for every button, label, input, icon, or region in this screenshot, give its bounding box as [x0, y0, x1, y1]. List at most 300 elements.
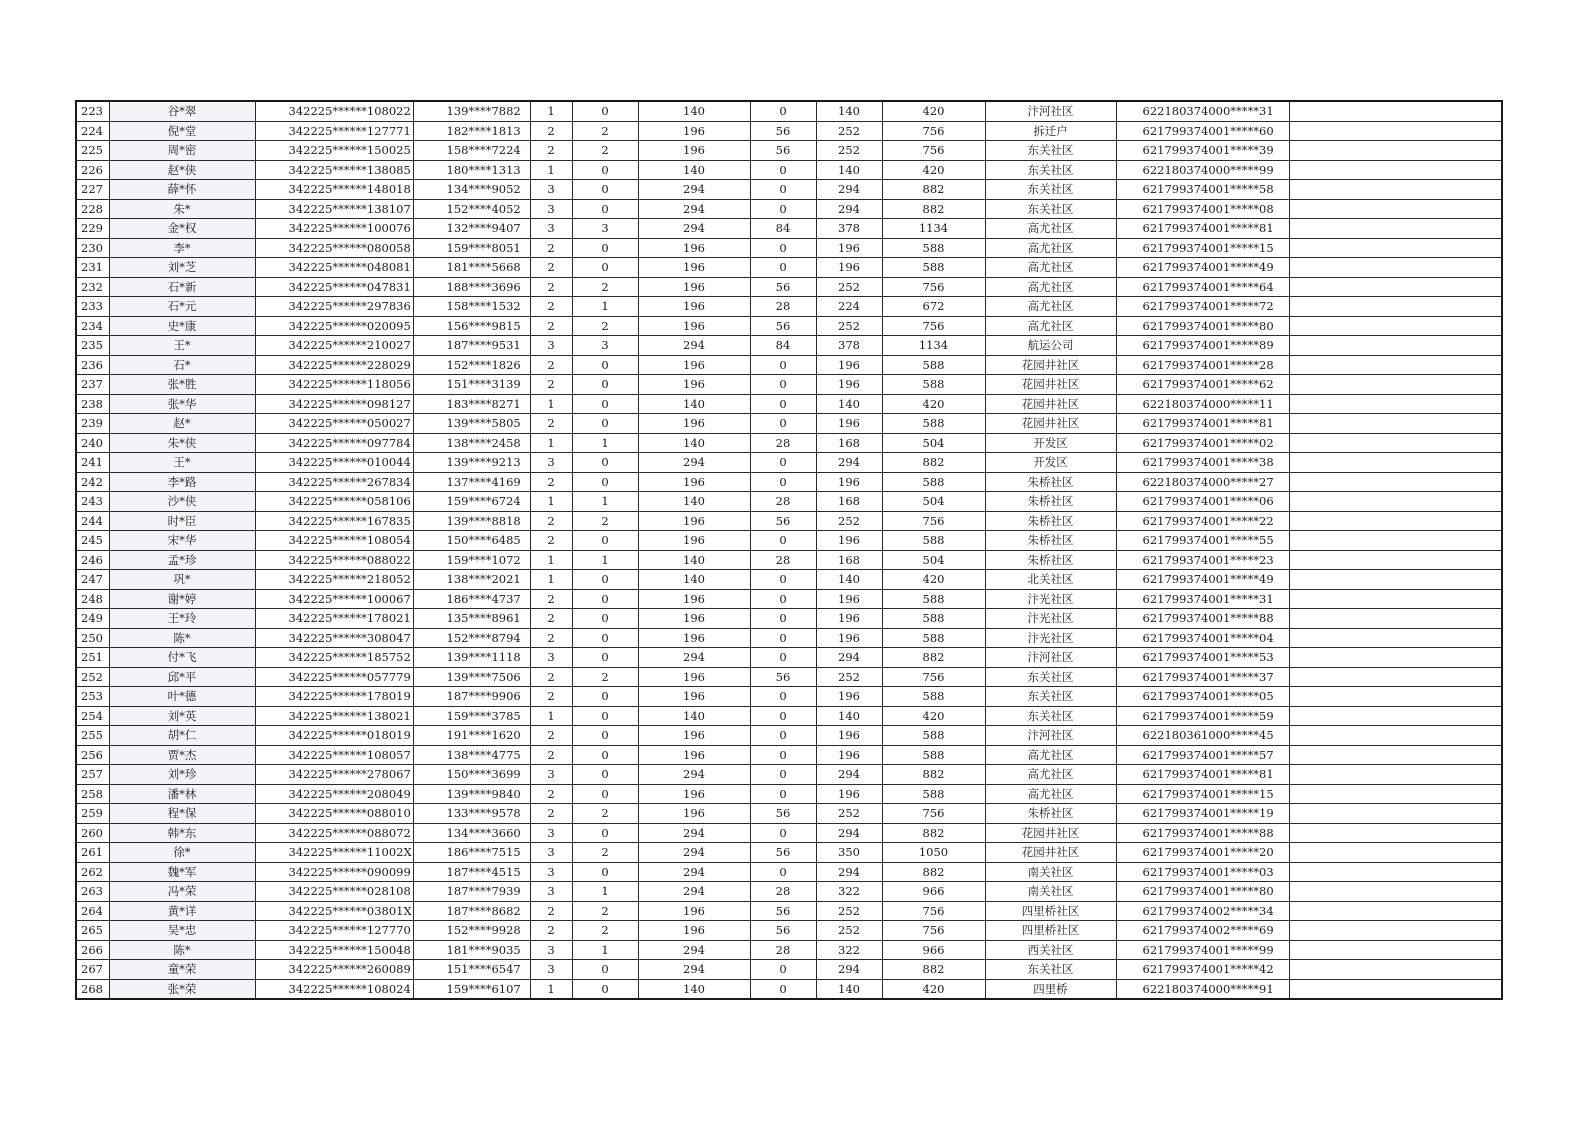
subtotal-cell: 294	[816, 648, 882, 668]
id-number-cell: 342225******088010	[255, 804, 413, 824]
remark-cell	[1289, 862, 1502, 882]
community-cell: 开发区	[985, 433, 1116, 453]
count-a-cell: 1	[530, 492, 572, 512]
table-row	[76, 921, 1502, 941]
total-cell: 756	[882, 667, 985, 687]
name-cell: 周*密	[109, 141, 255, 161]
remark-cell	[1289, 979, 1502, 999]
remark-cell	[1289, 472, 1502, 492]
phone-cell: 182****1813	[413, 121, 530, 141]
amount-a-cell: 140	[638, 706, 750, 726]
amount-b-cell: 28	[750, 940, 816, 960]
amount-b-cell: 0	[750, 238, 816, 258]
row-index-cell: 255	[76, 726, 109, 746]
phone-cell: 159****8051	[413, 238, 530, 258]
community-cell: 花园井社区	[985, 375, 1116, 395]
count-b-cell: 2	[572, 804, 638, 824]
amount-a-cell: 140	[638, 394, 750, 414]
count-b-cell: 1	[572, 940, 638, 960]
row-index-cell: 259	[76, 804, 109, 824]
bank-account-cell: 621799374001*****22	[1116, 511, 1289, 531]
amount-a-cell: 294	[638, 862, 750, 882]
total-cell: 756	[882, 277, 985, 297]
amount-b-cell: 0	[750, 979, 816, 999]
row-index-cell: 249	[76, 609, 109, 629]
count-b-cell: 0	[572, 960, 638, 980]
remark-cell	[1289, 589, 1502, 609]
count-a-cell: 2	[530, 901, 572, 921]
bank-account-cell: 621799374001*****64	[1116, 277, 1289, 297]
id-number-cell: 342225******018019	[255, 726, 413, 746]
id-number-cell: 342225******267834	[255, 472, 413, 492]
bank-account-cell: 621799374001*****58	[1116, 180, 1289, 200]
id-number-cell: 342225******228029	[255, 355, 413, 375]
table-row	[76, 258, 1502, 278]
amount-b-cell: 28	[750, 297, 816, 317]
phone-cell: 137****4169	[413, 472, 530, 492]
total-cell: 420	[882, 979, 985, 999]
phone-cell: 181****9035	[413, 940, 530, 960]
subtotal-cell: 196	[816, 355, 882, 375]
table-row	[76, 375, 1502, 395]
table-row	[76, 609, 1502, 629]
subtotal-cell: 252	[816, 316, 882, 336]
count-a-cell: 1	[530, 394, 572, 414]
amount-a-cell: 196	[638, 277, 750, 297]
amount-a-cell: 140	[638, 160, 750, 180]
community-cell: 高尤社区	[985, 765, 1116, 785]
count-b-cell: 0	[572, 258, 638, 278]
row-index-cell: 266	[76, 940, 109, 960]
phone-cell: 152****8794	[413, 628, 530, 648]
subtotal-cell: 196	[816, 628, 882, 648]
table-row	[76, 433, 1502, 453]
remark-cell	[1289, 765, 1502, 785]
bank-account-cell: 621799374001*****42	[1116, 960, 1289, 980]
amount-a-cell: 196	[638, 511, 750, 531]
community-cell: 东关社区	[985, 706, 1116, 726]
remark-cell	[1289, 199, 1502, 219]
count-a-cell: 2	[530, 921, 572, 941]
remark-cell	[1289, 355, 1502, 375]
amount-b-cell: 28	[750, 550, 816, 570]
amount-a-cell: 140	[638, 101, 750, 121]
amount-b-cell: 0	[750, 258, 816, 278]
subtotal-cell: 140	[816, 706, 882, 726]
phone-cell: 151****6547	[413, 960, 530, 980]
name-cell: 石*元	[109, 297, 255, 317]
count-a-cell: 2	[530, 745, 572, 765]
community-cell: 东关社区	[985, 180, 1116, 200]
amount-a-cell: 196	[638, 726, 750, 746]
remark-cell	[1289, 609, 1502, 629]
bank-account-cell: 621799374001*****60	[1116, 121, 1289, 141]
remark-cell	[1289, 258, 1502, 278]
bank-account-cell: 621799374001*****03	[1116, 862, 1289, 882]
amount-b-cell: 56	[750, 901, 816, 921]
phone-cell: 186****4737	[413, 589, 530, 609]
name-cell: 史*康	[109, 316, 255, 336]
count-b-cell: 0	[572, 609, 638, 629]
id-number-cell: 342225******057779	[255, 667, 413, 687]
id-number-cell: 342225******047831	[255, 277, 413, 297]
name-cell: 张*华	[109, 394, 255, 414]
total-cell: 588	[882, 531, 985, 551]
total-cell: 588	[882, 628, 985, 648]
row-index-cell: 239	[76, 414, 109, 434]
subtotal-cell: 196	[816, 531, 882, 551]
remark-cell	[1289, 433, 1502, 453]
phone-cell: 139****1118	[413, 648, 530, 668]
phone-cell: 138****2021	[413, 570, 530, 590]
amount-b-cell: 28	[750, 492, 816, 512]
count-b-cell: 0	[572, 472, 638, 492]
community-cell: 高尤社区	[985, 277, 1116, 297]
count-a-cell: 2	[530, 531, 572, 551]
name-cell: 付*飞	[109, 648, 255, 668]
amount-a-cell: 196	[638, 589, 750, 609]
name-cell: 李*	[109, 238, 255, 258]
amount-b-cell: 0	[750, 160, 816, 180]
name-cell: 陈*	[109, 940, 255, 960]
count-b-cell: 0	[572, 648, 638, 668]
community-cell: 东关社区	[985, 199, 1116, 219]
count-b-cell: 3	[572, 336, 638, 356]
row-index-cell: 238	[76, 394, 109, 414]
count-a-cell: 3	[530, 453, 572, 473]
total-cell: 588	[882, 745, 985, 765]
community-cell: 高尤社区	[985, 297, 1116, 317]
amount-a-cell: 196	[638, 784, 750, 804]
id-number-cell: 342225******178021	[255, 609, 413, 629]
row-index-cell: 223	[76, 101, 109, 121]
total-cell: 756	[882, 901, 985, 921]
amount-b-cell: 0	[750, 589, 816, 609]
row-index-cell: 240	[76, 433, 109, 453]
subtotal-cell: 378	[816, 336, 882, 356]
table-row	[76, 804, 1502, 824]
amount-b-cell: 0	[750, 784, 816, 804]
subtotal-cell: 196	[816, 258, 882, 278]
phone-cell: 186****7515	[413, 843, 530, 863]
count-b-cell: 0	[572, 453, 638, 473]
subtotal-cell: 168	[816, 492, 882, 512]
amount-b-cell: 0	[750, 472, 816, 492]
id-number-cell: 342225******218052	[255, 570, 413, 590]
subtotal-cell: 196	[816, 609, 882, 629]
community-cell: 高尤社区	[985, 219, 1116, 239]
amount-b-cell: 0	[750, 862, 816, 882]
count-a-cell: 2	[530, 355, 572, 375]
id-number-cell: 342225******108022	[255, 101, 413, 121]
remark-cell	[1289, 238, 1502, 258]
amount-a-cell: 140	[638, 979, 750, 999]
count-b-cell: 0	[572, 784, 638, 804]
bank-account-cell: 621799374001*****59	[1116, 706, 1289, 726]
phone-cell: 183****8271	[413, 394, 530, 414]
total-cell: 588	[882, 238, 985, 258]
total-cell: 504	[882, 550, 985, 570]
count-b-cell: 0	[572, 687, 638, 707]
name-cell: 邱*平	[109, 667, 255, 687]
name-cell: 孟*珍	[109, 550, 255, 570]
total-cell: 588	[882, 375, 985, 395]
table-row	[76, 570, 1502, 590]
count-b-cell: 2	[572, 511, 638, 531]
table-row	[76, 726, 1502, 746]
table-row	[76, 414, 1502, 434]
bank-account-cell: 621799374001*****19	[1116, 804, 1289, 824]
bank-account-cell: 621799374001*****88	[1116, 823, 1289, 843]
table-row	[76, 472, 1502, 492]
community-cell: 高尤社区	[985, 745, 1116, 765]
total-cell: 882	[882, 453, 985, 473]
remark-cell	[1289, 726, 1502, 746]
id-number-cell: 342225******185752	[255, 648, 413, 668]
community-cell: 朱桥社区	[985, 511, 1116, 531]
phone-cell: 139****7506	[413, 667, 530, 687]
amount-b-cell: 28	[750, 882, 816, 902]
amount-b-cell: 56	[750, 921, 816, 941]
amount-a-cell: 196	[638, 901, 750, 921]
amount-a-cell: 196	[638, 472, 750, 492]
total-cell: 420	[882, 570, 985, 590]
remark-cell	[1289, 648, 1502, 668]
count-b-cell: 2	[572, 277, 638, 297]
row-index-cell: 267	[76, 960, 109, 980]
count-b-cell: 2	[572, 843, 638, 863]
count-b-cell: 0	[572, 531, 638, 551]
total-cell: 882	[882, 648, 985, 668]
amount-b-cell: 56	[750, 843, 816, 863]
table-row	[76, 745, 1502, 765]
amount-a-cell: 294	[638, 843, 750, 863]
subtotal-cell: 196	[816, 472, 882, 492]
row-index-cell: 228	[76, 199, 109, 219]
subtotal-cell: 140	[816, 160, 882, 180]
subtotal-cell: 196	[816, 375, 882, 395]
count-b-cell: 0	[572, 628, 638, 648]
subtotal-cell: 378	[816, 219, 882, 239]
id-number-cell: 342225******278067	[255, 765, 413, 785]
table-row	[76, 687, 1502, 707]
bank-account-cell: 621799374001*****28	[1116, 355, 1289, 375]
bank-account-cell: 621799374001*****81	[1116, 765, 1289, 785]
community-cell: 汴河社区	[985, 726, 1116, 746]
subtotal-cell: 294	[816, 453, 882, 473]
row-index-cell: 265	[76, 921, 109, 941]
count-a-cell: 1	[530, 550, 572, 570]
remark-cell	[1289, 667, 1502, 687]
table-row	[76, 765, 1502, 785]
name-cell: 叶*德	[109, 687, 255, 707]
name-cell: 沙*侠	[109, 492, 255, 512]
total-cell: 420	[882, 706, 985, 726]
phone-cell: 187****9906	[413, 687, 530, 707]
count-a-cell: 3	[530, 843, 572, 863]
name-cell: 朱*侠	[109, 433, 255, 453]
table-row	[76, 121, 1502, 141]
remark-cell	[1289, 336, 1502, 356]
amount-b-cell: 56	[750, 511, 816, 531]
remark-cell	[1289, 901, 1502, 921]
bank-account-cell: 621799374001*****02	[1116, 433, 1289, 453]
id-number-cell: 342225******138021	[255, 706, 413, 726]
phone-cell: 152****1826	[413, 355, 530, 375]
table-row	[76, 180, 1502, 200]
row-index-cell: 236	[76, 355, 109, 375]
count-b-cell: 0	[572, 355, 638, 375]
row-index-cell: 246	[76, 550, 109, 570]
phone-cell: 188****3696	[413, 277, 530, 297]
community-cell: 东关社区	[985, 141, 1116, 161]
community-cell: 东关社区	[985, 667, 1116, 687]
count-a-cell: 2	[530, 511, 572, 531]
row-index-cell: 243	[76, 492, 109, 512]
bank-account-cell: 621799374001*****99	[1116, 940, 1289, 960]
bank-account-cell: 621799374001*****88	[1116, 609, 1289, 629]
id-number-cell: 342225******108024	[255, 979, 413, 999]
total-cell: 588	[882, 726, 985, 746]
subtotal-cell: 168	[816, 550, 882, 570]
name-cell: 冯*荣	[109, 882, 255, 902]
table-row	[76, 160, 1502, 180]
community-cell: 航运公司	[985, 336, 1116, 356]
phone-cell: 151****3139	[413, 375, 530, 395]
amount-a-cell: 140	[638, 492, 750, 512]
table-row	[76, 453, 1502, 473]
remark-cell	[1289, 375, 1502, 395]
row-index-cell: 252	[76, 667, 109, 687]
amount-a-cell: 294	[638, 765, 750, 785]
remark-cell	[1289, 628, 1502, 648]
id-number-cell: 342225******108054	[255, 531, 413, 551]
name-cell: 张*胜	[109, 375, 255, 395]
phone-cell: 138****2458	[413, 433, 530, 453]
name-cell: 吴*忠	[109, 921, 255, 941]
name-cell: 谷*翠	[109, 101, 255, 121]
total-cell: 966	[882, 940, 985, 960]
community-cell: 汴光社区	[985, 628, 1116, 648]
subtotal-cell: 350	[816, 843, 882, 863]
amount-a-cell: 196	[638, 141, 750, 161]
amount-b-cell: 0	[750, 726, 816, 746]
bank-account-cell: 621799374001*****15	[1116, 784, 1289, 804]
count-a-cell: 3	[530, 823, 572, 843]
amount-b-cell: 0	[750, 394, 816, 414]
subtotal-cell: 252	[816, 121, 882, 141]
count-b-cell: 0	[572, 570, 638, 590]
amount-b-cell: 28	[750, 433, 816, 453]
table-row	[76, 667, 1502, 687]
bank-account-cell: 621799374001*****08	[1116, 199, 1289, 219]
count-b-cell: 0	[572, 745, 638, 765]
amount-b-cell: 0	[750, 823, 816, 843]
bank-account-cell: 622180374000*****99	[1116, 160, 1289, 180]
remark-cell	[1289, 297, 1502, 317]
total-cell: 588	[882, 414, 985, 434]
amount-b-cell: 0	[750, 531, 816, 551]
phone-cell: 138****4775	[413, 745, 530, 765]
bank-account-cell: 621799374001*****81	[1116, 219, 1289, 239]
name-cell: 巩*	[109, 570, 255, 590]
amount-a-cell: 196	[638, 609, 750, 629]
amount-b-cell: 56	[750, 804, 816, 824]
phone-cell: 133****9578	[413, 804, 530, 824]
table-row	[76, 316, 1502, 336]
bank-account-cell: 621799374001*****20	[1116, 843, 1289, 863]
remark-cell	[1289, 492, 1502, 512]
row-index-cell: 268	[76, 979, 109, 999]
community-cell: 高尤社区	[985, 316, 1116, 336]
amount-b-cell: 0	[750, 648, 816, 668]
id-number-cell: 342225******108057	[255, 745, 413, 765]
community-cell: 东关社区	[985, 687, 1116, 707]
count-a-cell: 3	[530, 940, 572, 960]
amount-b-cell: 0	[750, 609, 816, 629]
bank-account-cell: 621799374001*****05	[1116, 687, 1289, 707]
id-number-cell: 342225******048081	[255, 258, 413, 278]
count-b-cell: 2	[572, 901, 638, 921]
name-cell: 魏*军	[109, 862, 255, 882]
community-cell: 北关社区	[985, 570, 1116, 590]
id-number-cell: 342225******050027	[255, 414, 413, 434]
name-cell: 赵*侠	[109, 160, 255, 180]
count-a-cell: 2	[530, 628, 572, 648]
subtotal-cell: 294	[816, 180, 882, 200]
count-b-cell: 0	[572, 765, 638, 785]
id-number-cell: 342225******080058	[255, 238, 413, 258]
name-cell: 赵*	[109, 414, 255, 434]
subtotal-cell: 252	[816, 901, 882, 921]
community-cell: 开发区	[985, 453, 1116, 473]
row-index-cell: 263	[76, 882, 109, 902]
amount-a-cell: 196	[638, 375, 750, 395]
table-row	[76, 648, 1502, 668]
count-a-cell: 2	[530, 121, 572, 141]
count-a-cell: 2	[530, 472, 572, 492]
table-row	[76, 336, 1502, 356]
count-a-cell: 1	[530, 979, 572, 999]
phone-cell: 158****1532	[413, 297, 530, 317]
amount-a-cell: 196	[638, 316, 750, 336]
row-index-cell: 260	[76, 823, 109, 843]
amount-b-cell: 0	[750, 765, 816, 785]
count-a-cell: 1	[530, 570, 572, 590]
count-b-cell: 2	[572, 667, 638, 687]
remark-cell	[1289, 394, 1502, 414]
bank-account-cell: 621799374001*****80	[1116, 882, 1289, 902]
amount-a-cell: 196	[638, 258, 750, 278]
table-row	[76, 297, 1502, 317]
bank-account-cell: 621799374001*****15	[1116, 238, 1289, 258]
phone-cell: 181****5668	[413, 258, 530, 278]
id-number-cell: 342225******088072	[255, 823, 413, 843]
id-number-cell: 342225******100076	[255, 219, 413, 239]
table-row	[76, 862, 1502, 882]
amount-a-cell: 294	[638, 648, 750, 668]
row-index-cell: 250	[76, 628, 109, 648]
row-index-cell: 262	[76, 862, 109, 882]
community-cell: 花园井社区	[985, 414, 1116, 434]
amount-a-cell: 196	[638, 687, 750, 707]
name-cell: 金*权	[109, 219, 255, 239]
count-b-cell: 0	[572, 726, 638, 746]
count-a-cell: 1	[530, 706, 572, 726]
total-cell: 588	[882, 258, 985, 278]
phone-cell: 191****1620	[413, 726, 530, 746]
amount-b-cell: 0	[750, 706, 816, 726]
